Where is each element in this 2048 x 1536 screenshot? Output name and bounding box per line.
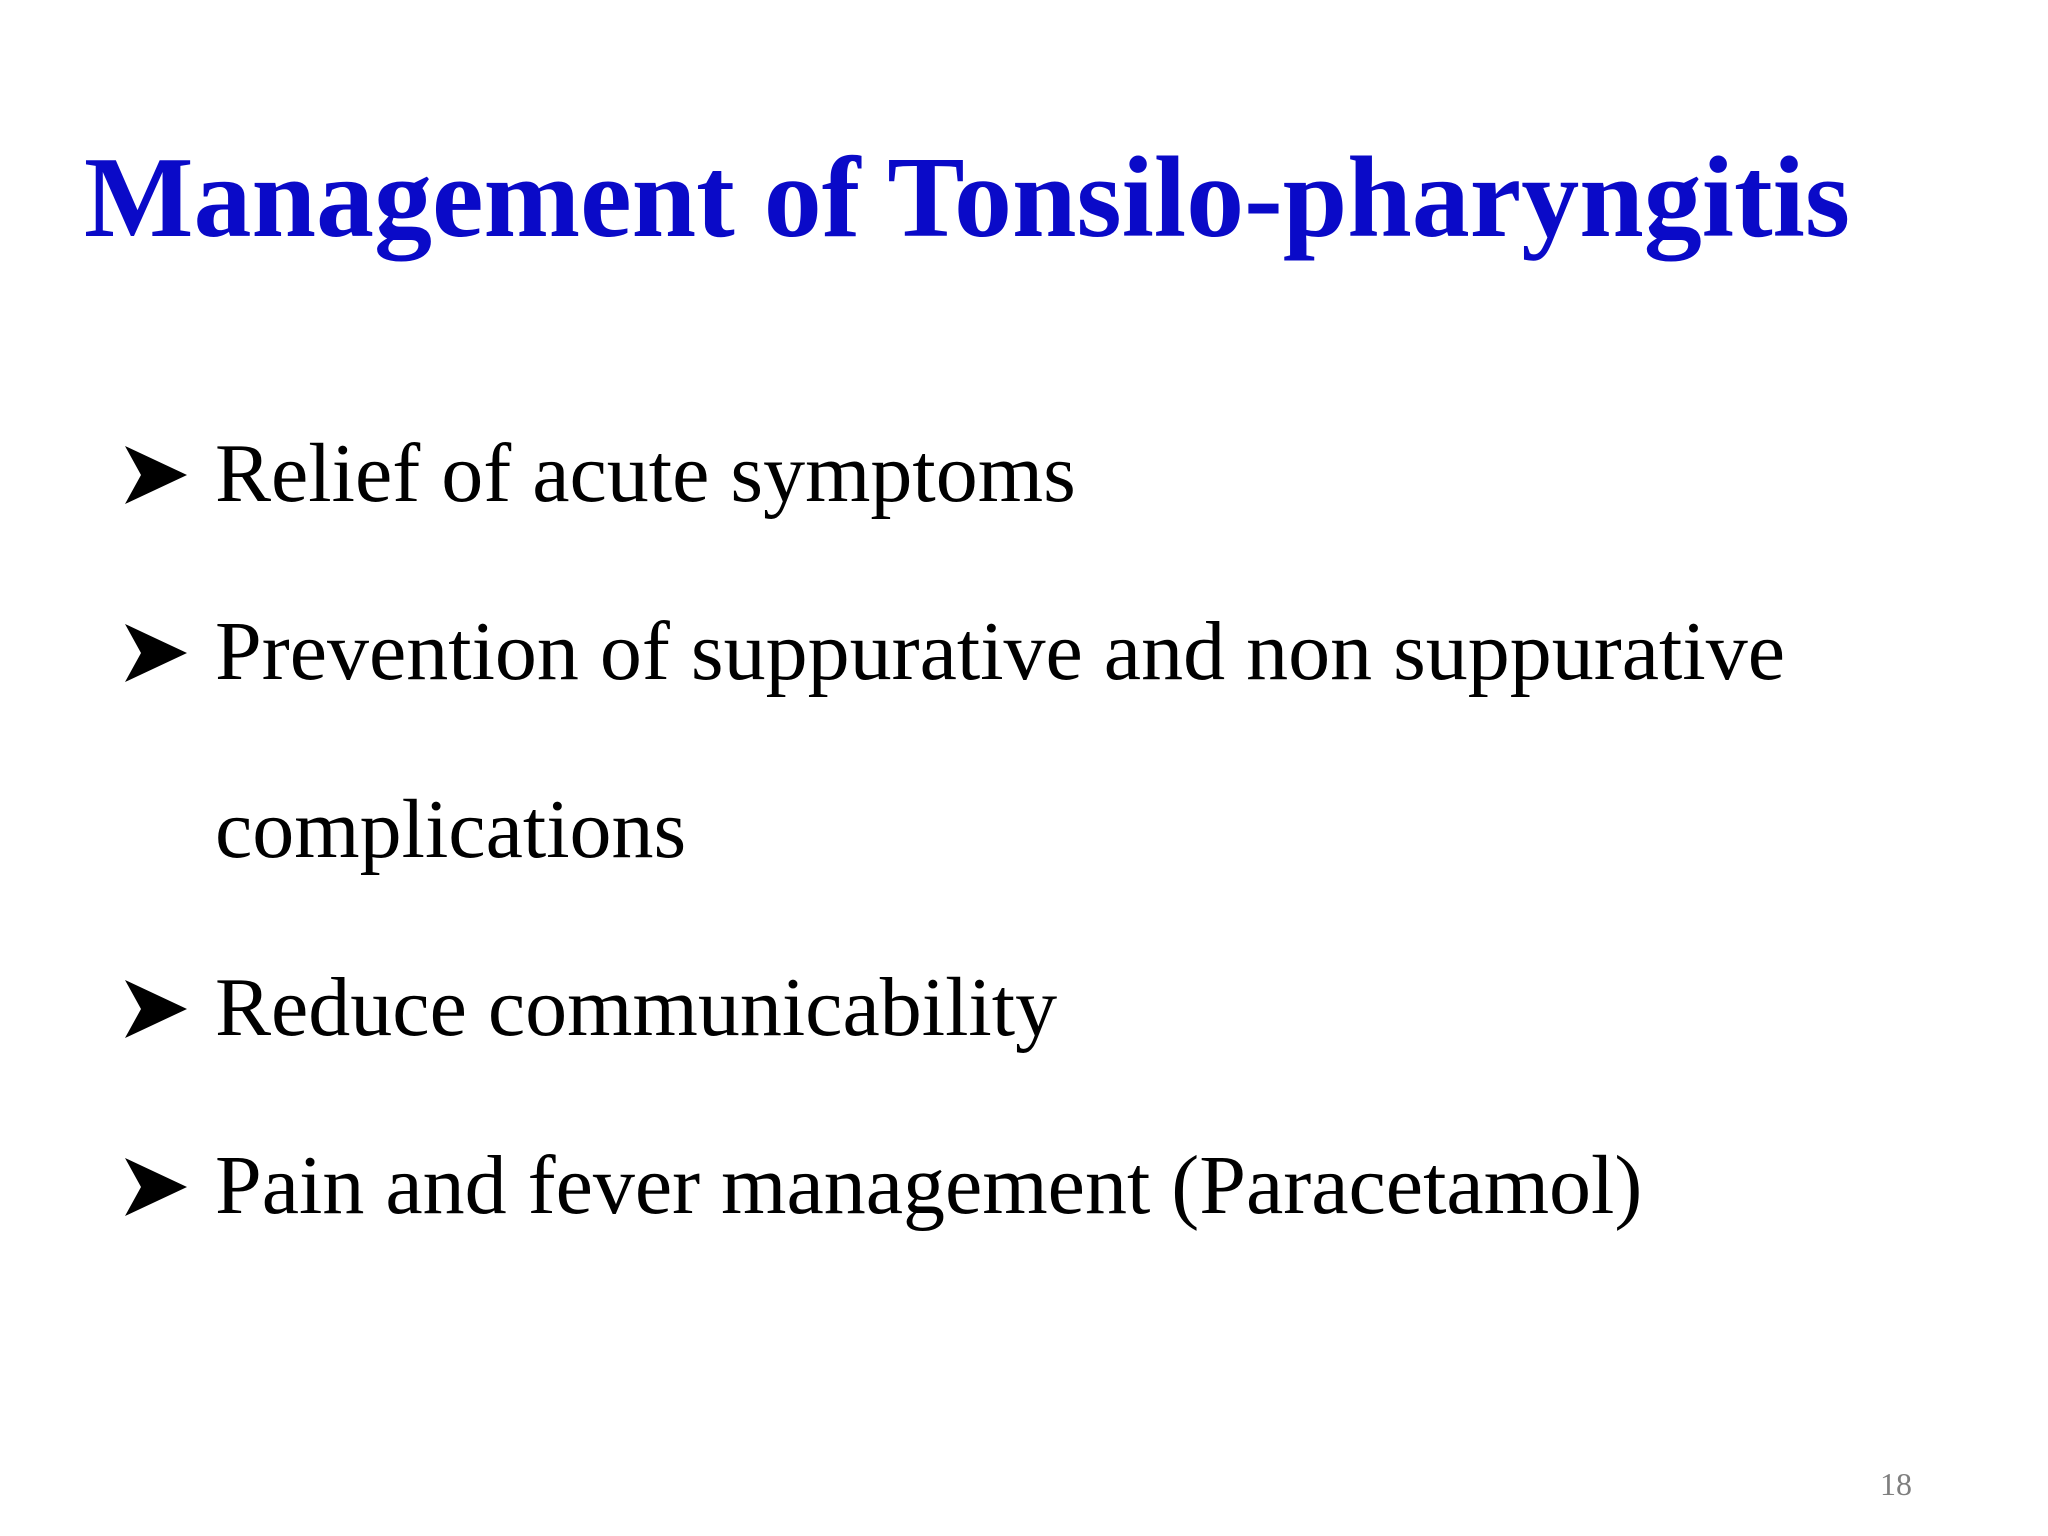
arrow-bullet-icon [125,980,187,1038]
bullet-text: Pain and fever management (Paracetamol) [215,1139,1643,1232]
bullet-item [125,1097,1965,1275]
bullet-list [125,385,1965,1275]
arrow-bullet-icon [125,446,187,504]
bullet-text: Relief of acute symptoms [215,427,1076,520]
bullet-item [125,563,1965,919]
bullet-item [125,919,1965,1097]
bullet-text: Reduce communicability [215,961,1058,1054]
slide-title: Management of Tonsilo-pharyngitis [84,134,1850,262]
arrow-bullet-icon [125,624,187,682]
arrow-bullet-icon [125,1158,187,1216]
page-number: 18 [1880,1466,1912,1502]
bullet-text: Prevention of suppurative and non suppurative complications [215,605,1785,876]
bullet-item [125,385,1965,563]
